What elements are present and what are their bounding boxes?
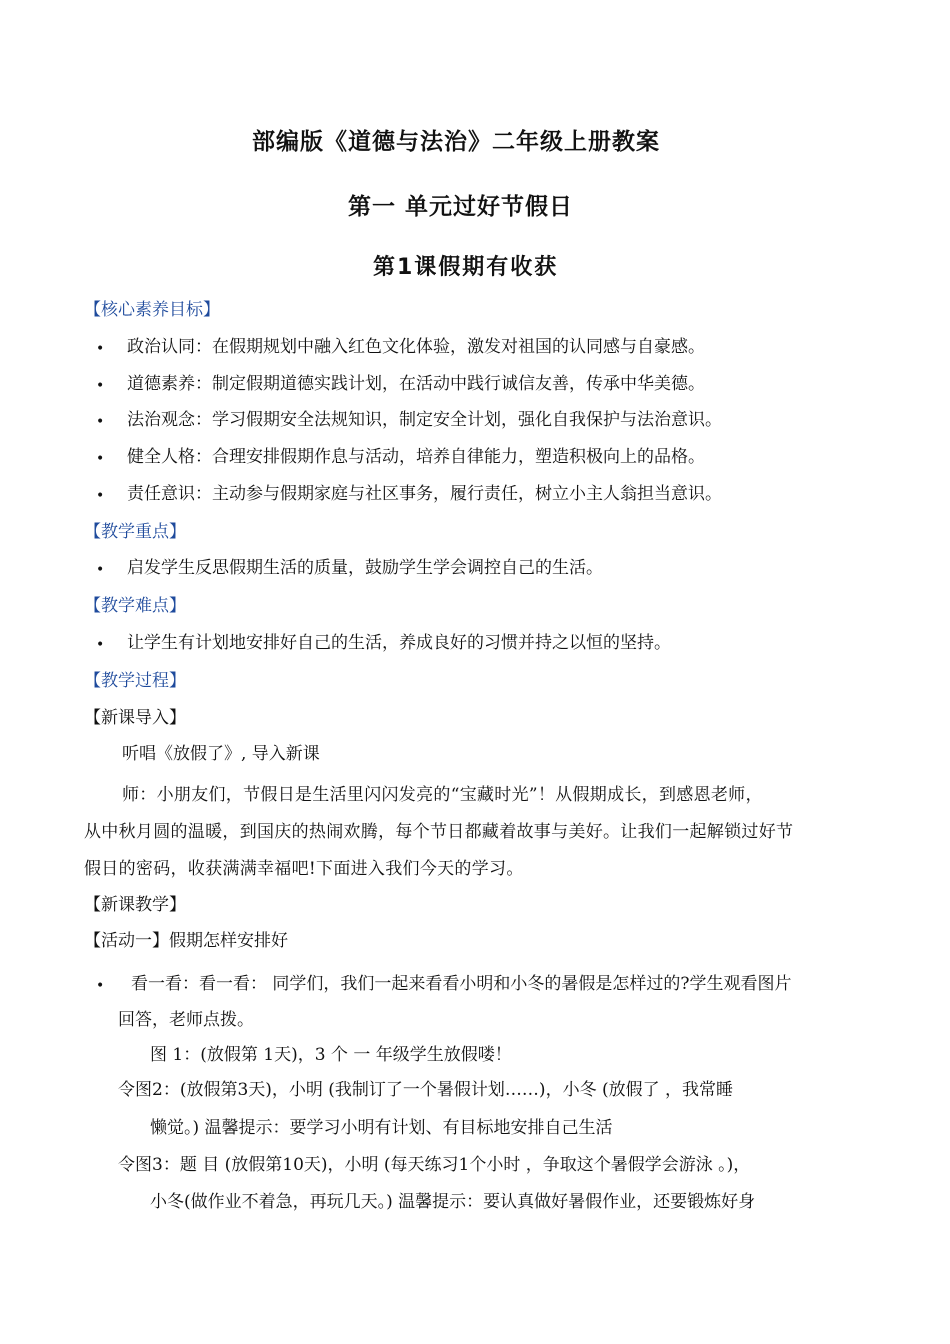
teaching-heading: 【新课教学】 bbox=[84, 895, 186, 915]
unit-title: 第一 单元过好节假日 bbox=[348, 194, 574, 220]
intro-line: 听唱《放假了》, 导入新课 bbox=[122, 744, 320, 764]
goal-item: 道德素养：制定假期道德实践计划，在活动中践行诚信友善，传承中华美德。 bbox=[127, 374, 705, 394]
difficulties-heading: 【教学难点】 bbox=[84, 596, 186, 616]
document-title: 部编版《道德与法治》二年级上册教案 bbox=[252, 129, 660, 155]
bullet-icon: • bbox=[96, 451, 105, 467]
bullet-icon: • bbox=[96, 414, 105, 430]
figure-line-1: 图 1：(放假第 1天)，3 个 一 年级学生放假喽！ bbox=[150, 1045, 512, 1065]
bullet-icon: • bbox=[96, 562, 105, 578]
teacher-line-2: 从中秋月圆的温暖，到国庆的热闹欢腾，每个节日都藏着故事与美好。让我们一起解锁过好节 bbox=[84, 822, 794, 842]
intro-heading: 【新课导入】 bbox=[84, 708, 186, 728]
key-points-heading: 【教学重点】 bbox=[84, 522, 186, 542]
difficulty-item: 让学生有计划地安排好自己的生活，养成良好的习惯并持之以恒的坚持。 bbox=[127, 633, 671, 653]
key-point-item: 启发学生反思假期生活的质量，鼓励学生学会调控自己的生活。 bbox=[127, 558, 603, 578]
bullet-icon: • bbox=[96, 637, 105, 653]
figure-line-4: 令图3：题 目 (放假第10天)，小明 (每天练习1个小时 ，争取这个暑假学会游泳 。)， bbox=[118, 1155, 751, 1175]
goal-item: 健全人格：合理安排假期作息与活动，培养自律能力，塑造积极向上的品格。 bbox=[127, 447, 705, 467]
bullet-icon: • bbox=[96, 978, 105, 994]
teacher-line-1: 师：小朋友们，节假日是生活里闪闪发亮的“宝藏时光”！从假期成长，到感恩老师， bbox=[122, 785, 763, 805]
figure-line-3: 懒觉。) 温馨提示：要学习小明有计划、有目标地安排自己生活 bbox=[150, 1118, 613, 1138]
activity1-heading: 【活动一】假期怎样安排好 bbox=[84, 931, 288, 951]
goal-item: 责任意识：主动参与假期家庭与社区事务，履行责任，树立小主人翁担当意识。 bbox=[127, 484, 722, 504]
bullet-icon: • bbox=[96, 341, 105, 357]
goal-item: 法治观念：学习假期安全法规知识，制定安全计划，强化自我保护与法治意识。 bbox=[127, 410, 722, 430]
bullet-icon: • bbox=[96, 378, 105, 394]
teacher-line-3: 假日的密码，收获满满幸福吧!下面进入我们今天的学习。 bbox=[84, 859, 524, 879]
figure-line-2: 令图2：(放假第3天)，小明 (我制订了一个暑假计划……)，小冬 (放假了 ，我常睡 bbox=[118, 1080, 734, 1100]
look-line-2: 回答，老师点拨。 bbox=[118, 1010, 254, 1030]
core-goals-heading: 【核心素养目标】 bbox=[84, 300, 220, 320]
bullet-icon: • bbox=[96, 488, 105, 504]
lesson-title: 第1课假期有收获 bbox=[373, 255, 559, 280]
process-heading: 【教学过程】 bbox=[84, 671, 186, 691]
figure-line-5: 小冬(做作业不着急，再玩几天。) 温馨提示：要认真做好暑假作业，还要锻炼好身 bbox=[150, 1192, 756, 1212]
goal-item: 政治认同：在假期规划中融入红色文化体验，激发对祖国的认同感与自豪感。 bbox=[127, 337, 705, 357]
look-line-1: 看一看：看一看： 同学们，我们一起来看看小明和小冬的暑假是怎样过的?学生观看图片 bbox=[131, 974, 792, 994]
